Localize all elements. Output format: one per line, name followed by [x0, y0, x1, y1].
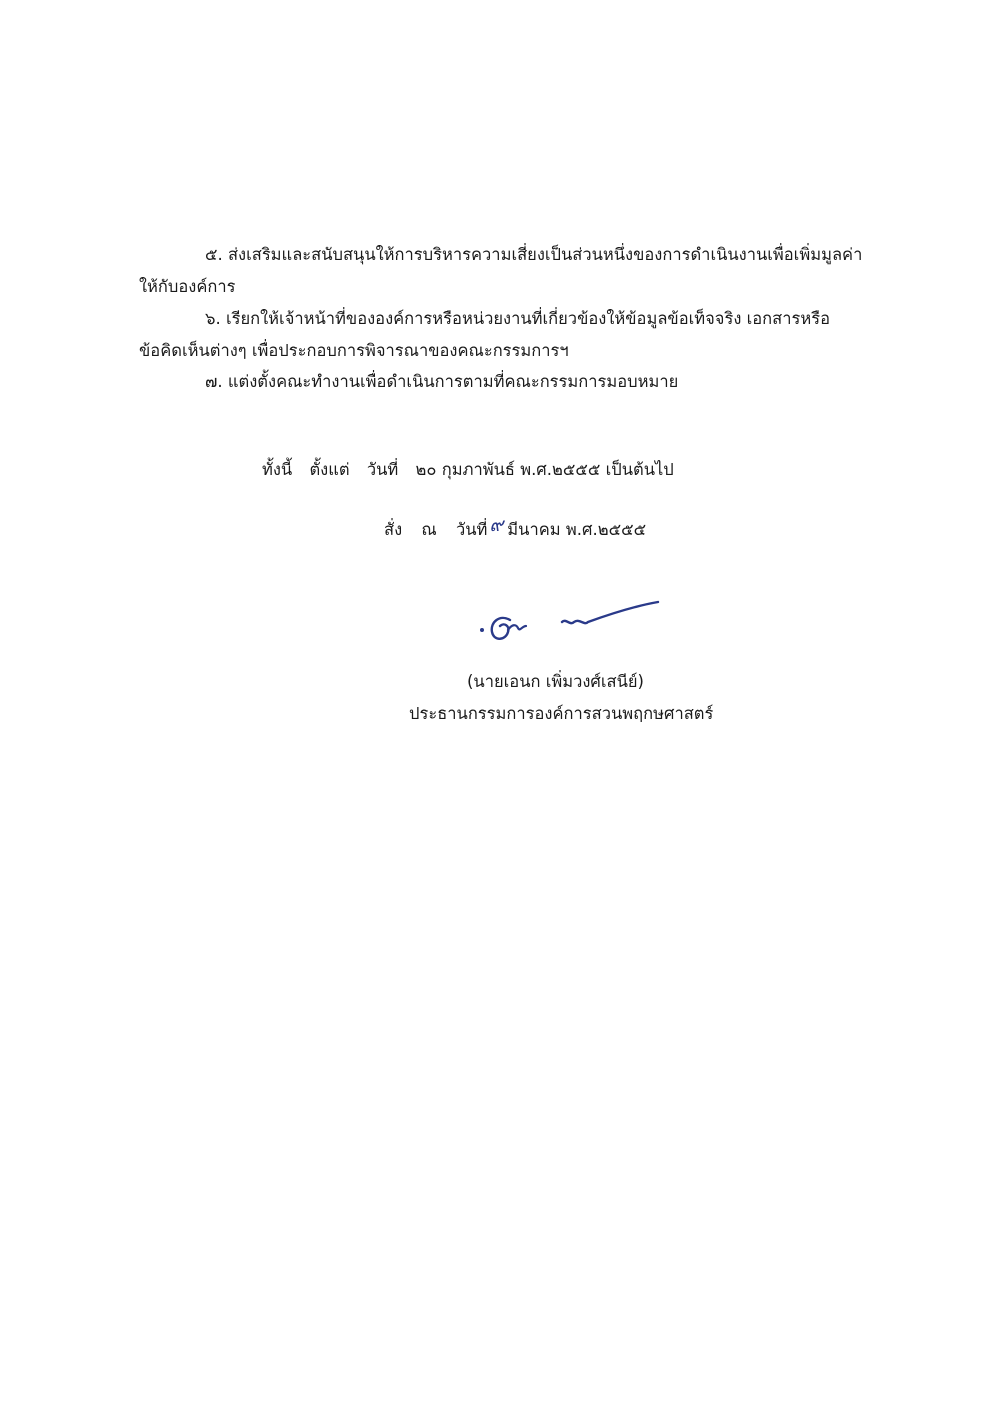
effective-date: ๒๐ กุมภาพันธ์ พ.ศ.๒๕๕๕ เป็นต้นไป	[415, 460, 674, 479]
ordered-day-handwritten: ๙	[489, 514, 504, 536]
ordered-word-1: สั่ง	[384, 520, 403, 539]
ordered-day-label: วันที่	[455, 520, 488, 539]
effective-word-1: ทั้งนี้	[262, 460, 293, 479]
effective-word-2: ตั้งแต่	[309, 460, 350, 479]
ordered-date-line	[384, 514, 660, 541]
item-7: ๗. แต่งตั้งคณะทำงานเพื่อดำเนินการตามที่คณะกรรมการมอบหมาย	[205, 372, 679, 391]
ordered-month-year: มีนาคม พ.ศ.๒๕๕๕	[507, 520, 647, 539]
item-6-line-2: ข้อคิดเห็นต่างๆ เพื่อประกอบการพิจารณาของคณะกรรมการฯ	[139, 341, 569, 360]
item-5-line-1: ๕. ส่งเสริมและสนับสนุนให้การบริหารความเสี่ยงเป็นส่วนหนึ่งของการดำเนินงานเพื่อเพิ่มมูลค่า	[205, 245, 863, 264]
ordered-word-2: ณ	[421, 520, 437, 539]
effective-word-3: วันที่	[366, 460, 399, 479]
signature-icon	[470, 592, 670, 652]
signer-name: (นายเอนก เพิ่มวงศ์เสนีย์)	[467, 672, 644, 691]
signer-position: ประธานกรรมการองค์การสวนพฤกษศาสตร์	[409, 704, 714, 723]
item-5-line-2: ให้กับองค์การ	[139, 277, 236, 296]
item-6-line-1: ๖. เรียกให้เจ้าหน้าที่ขององค์การหรือหน่วยงานที่เกี่ยวข้องให้ข้อมูลข้อเท็จจริง เอกสารหรือ	[205, 309, 831, 328]
effective-date-line	[262, 459, 686, 481]
